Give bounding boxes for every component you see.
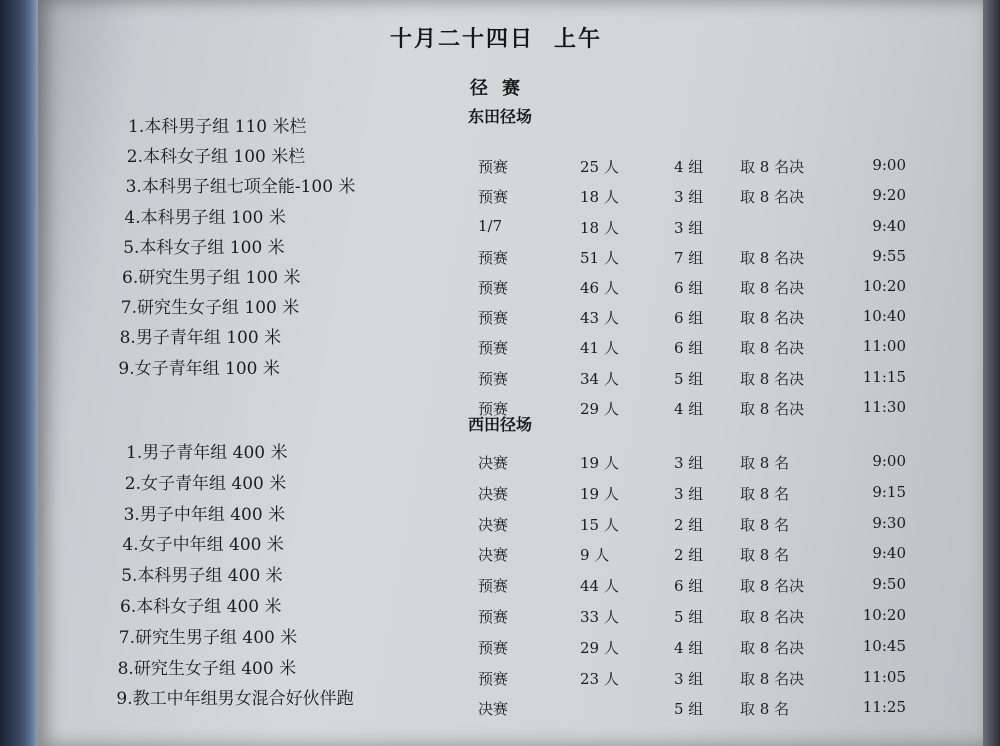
group-count: 3 组 <box>674 484 704 503</box>
group-count: 6 组 <box>674 309 704 328</box>
schedule-row <box>0 500 1000 534</box>
advance-rule: 取 8 名决 <box>740 158 805 177</box>
advance-rule: 取 8 名 <box>740 484 790 503</box>
event-name: 5.本科女子组 100 米 <box>123 237 285 258</box>
participant-count: 23 人 <box>580 669 619 688</box>
round-type: 决赛 <box>478 484 509 503</box>
start-time: 10:20 <box>862 606 906 624</box>
event-name: 7.研究生男子组 400 米 <box>118 627 298 648</box>
date-text: 十月二十四日 <box>390 27 535 52</box>
event-name: 4.女子中年组 400 米 <box>122 535 284 556</box>
event-name: 5.本科男子组 400 米 <box>121 566 283 587</box>
advance-rule: 取 8 名决 <box>740 638 805 657</box>
start-time: 10:40 <box>862 307 906 326</box>
group-count: 3 组 <box>674 669 704 688</box>
start-time: 10:45 <box>862 636 906 655</box>
round-type: 预赛 <box>478 188 509 207</box>
period-text: 上午 <box>554 27 603 52</box>
event-name: 4.本科男子组 100 米 <box>124 207 286 228</box>
event-name: 8.男子青年组 100 米 <box>119 328 282 349</box>
group-count: 3 组 <box>674 188 704 207</box>
participant-count: 33 人 <box>580 608 619 626</box>
advance-rule: 取 8 名决 <box>740 669 805 688</box>
start-time: 9:40 <box>872 544 906 563</box>
start-time: 11:25 <box>862 698 906 717</box>
start-time: 9:50 <box>872 575 906 594</box>
advance-rule: 取 8 名决 <box>740 577 805 596</box>
group-count: 4 组 <box>674 158 704 177</box>
round-type: 预赛 <box>478 369 509 388</box>
participant-count: 29 人 <box>580 399 619 418</box>
group-count: 6 组 <box>674 577 704 596</box>
schedule-row <box>0 354 1000 388</box>
event-name: 1.本科男子组 110 米栏 <box>128 117 307 137</box>
event-name: 3.本科男子组七项全能-100 米 <box>125 177 356 198</box>
event-name: 3.男子中年组 400 米 <box>123 504 286 525</box>
advance-rule: 取 8 名 <box>740 700 790 719</box>
round-type: 决赛 <box>478 454 509 472</box>
participant-count: 19 人 <box>580 454 619 472</box>
event-name: 8.研究生女子组 400 米 <box>117 658 297 679</box>
group-count: 6 组 <box>674 279 704 297</box>
group-count: 4 组 <box>674 638 704 657</box>
category-heading: 径赛 <box>470 78 534 99</box>
group-count: 5 组 <box>674 369 704 388</box>
event-name: 9.女子青年组 100 米 <box>118 358 280 379</box>
schedule-row <box>0 293 1000 328</box>
participant-count: 18 人 <box>580 188 619 207</box>
participant-count: 19 人 <box>580 484 619 503</box>
advance-rule: 取 8 名决 <box>740 188 805 207</box>
advance-rule: 取 8 名决 <box>740 399 805 418</box>
group-count: 5 组 <box>674 608 704 626</box>
advance-rule: 取 8 名 <box>740 515 790 534</box>
schedule-row <box>0 323 1000 358</box>
round-type: 预赛 <box>478 638 509 657</box>
round-type: 决赛 <box>478 700 509 719</box>
advance-rule: 取 8 名决 <box>740 279 805 297</box>
event-name: 1.男子青年组 400 米 <box>126 443 288 463</box>
round-type: 预赛 <box>478 669 509 688</box>
schedule-row <box>0 654 1000 688</box>
schedule-row <box>0 172 1000 207</box>
event-name: 9.教工中年组男女混合好伙伴跑 <box>116 689 354 710</box>
start-time: 11:30 <box>862 397 906 416</box>
round-type: 预赛 <box>478 399 509 418</box>
venue-heading: 东田径场 <box>468 107 533 126</box>
group-count: 3 组 <box>674 454 704 472</box>
schedule-row <box>0 263 1000 297</box>
group-count: 2 组 <box>674 515 704 534</box>
start-time: 9:40 <box>872 216 906 235</box>
start-time: 10:20 <box>862 277 906 295</box>
participant-count: 15 人 <box>580 515 619 534</box>
participant-count: 18 人 <box>580 218 619 237</box>
round-type: 预赛 <box>478 248 509 267</box>
advance-rule: 取 8 名决 <box>740 309 805 328</box>
advance-rule: 取 8 名 <box>740 546 790 565</box>
participant-count: 41 人 <box>580 339 619 358</box>
page-title <box>390 22 650 53</box>
schedule-row <box>0 384 1000 418</box>
advance-rule: 取 8 名决 <box>740 248 805 267</box>
start-time: 9:15 <box>872 482 906 501</box>
start-time: 9:30 <box>872 513 906 532</box>
group-count: 6 组 <box>674 339 704 358</box>
round-type: 预赛 <box>478 158 509 177</box>
schedule-row <box>0 142 1000 177</box>
group-count: 7 组 <box>674 248 704 267</box>
participant-count: 29 人 <box>580 638 619 657</box>
event-name: 2.本科女子组 100 米栏 <box>126 147 306 168</box>
schedule-row <box>0 684 1000 719</box>
event-name: 6.研究生男子组 100 米 <box>122 268 301 288</box>
round-type: 预赛 <box>478 339 509 358</box>
advance-rule: 取 8 名决 <box>740 608 805 626</box>
participant-count: 51 人 <box>580 248 619 267</box>
participant-count: 46 人 <box>580 279 619 297</box>
schedule-row <box>0 592 1000 626</box>
start-time: 9:00 <box>872 156 906 175</box>
round-type: 1/7 <box>478 216 503 235</box>
participant-count: 9 人 <box>580 546 610 565</box>
round-type: 预赛 <box>478 279 509 297</box>
venue-heading: 西田径场 <box>468 415 533 434</box>
advance-rule: 取 8 名决 <box>740 369 805 388</box>
participant-count: 34 人 <box>580 369 619 388</box>
round-type: 预赛 <box>478 577 509 596</box>
round-type: 决赛 <box>478 515 509 534</box>
group-count: 3 组 <box>674 218 704 237</box>
advance-rule: 取 8 名 <box>740 454 790 472</box>
start-time: 11:00 <box>862 337 906 356</box>
schedule-row <box>0 469 1000 503</box>
advance-rule: 取 8 名决 <box>740 339 805 358</box>
participant-count: 25 人 <box>580 158 619 177</box>
start-time: 9:00 <box>872 452 906 470</box>
event-name: 7.研究生女子组 100 米 <box>120 298 300 319</box>
start-time: 9:55 <box>872 246 906 265</box>
schedule-row <box>0 561 1000 596</box>
start-time: 11:05 <box>862 667 906 686</box>
round-type: 决赛 <box>478 546 509 565</box>
start-time: 11:15 <box>862 367 906 386</box>
round-type: 预赛 <box>478 608 509 626</box>
participant-count: 44 人 <box>580 577 619 596</box>
schedule-row <box>0 623 1000 657</box>
group-count: 5 组 <box>674 700 704 719</box>
round-type: 预赛 <box>478 309 509 328</box>
group-count: 4 组 <box>674 399 704 418</box>
start-time: 9:20 <box>872 186 906 205</box>
schedule-row <box>0 530 1000 565</box>
schedule-row <box>0 233 1000 267</box>
schedule-row <box>0 203 1000 237</box>
event-name: 6.本科女子组 400 米 <box>120 597 282 617</box>
schedule-row <box>0 112 1000 142</box>
event-name: 2.女子青年组 400 米 <box>124 473 287 494</box>
schedule-row <box>0 438 1000 472</box>
participant-count: 43 人 <box>580 309 619 328</box>
group-count: 2 组 <box>674 546 704 565</box>
